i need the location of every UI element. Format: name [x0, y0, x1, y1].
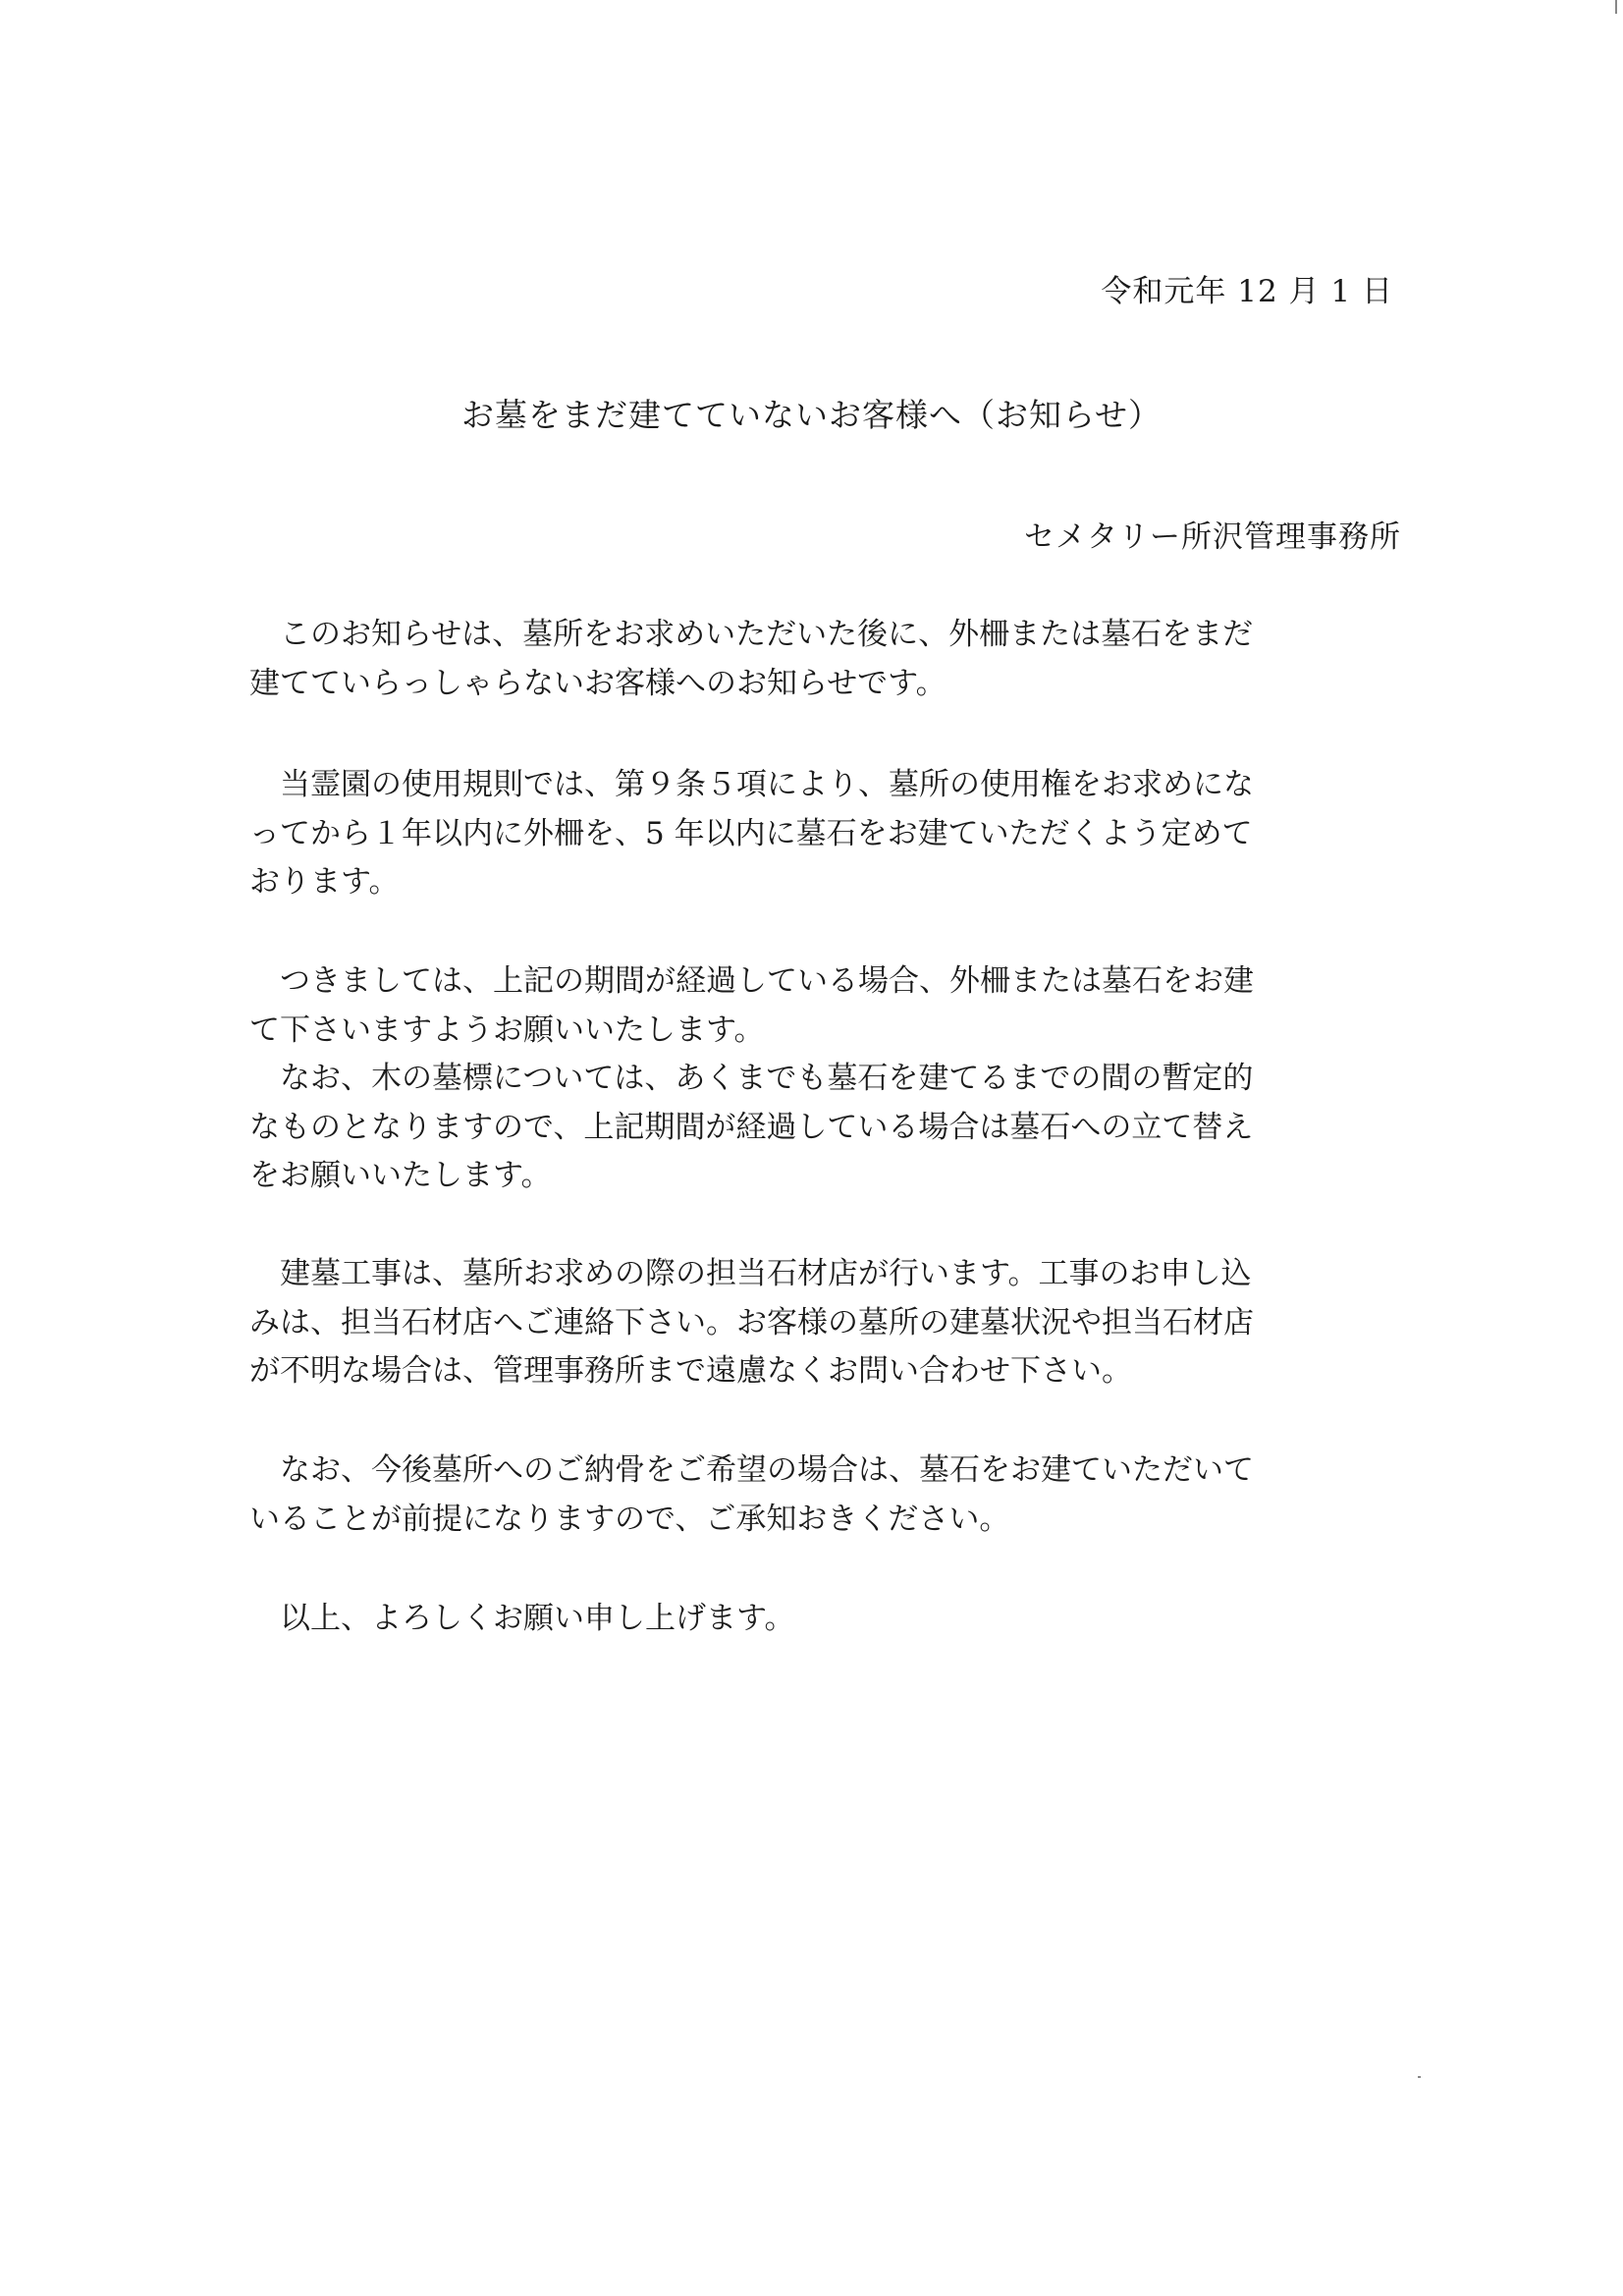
paragraph-line: 建墓工事は、墓所お求めの際の担当石材店が行います。工事のお申し込	[249, 1256, 1252, 1291]
paragraph-line: ってから１年以内に外柵を、5 年以内に墓石をお建ていただくよう定めて	[249, 815, 1253, 851]
document-title: お墓をまだ建てていないお客様へ（お知らせ）	[460, 396, 1162, 434]
paragraph-6	[249, 1595, 1408, 1644]
document-date: 令和元年 12 月 1 日	[1101, 274, 1393, 309]
scan-speck	[1418, 2076, 1421, 2078]
paragraph-line: 以上、よろしくお願い申し上げます。	[249, 1601, 795, 1636]
paragraph-1	[249, 611, 1408, 708]
paragraph-2	[249, 761, 1408, 907]
paragraph-line: いることが前提になりますので、ご承知おきください。	[249, 1501, 1010, 1537]
paragraph-line: つきましては、上記の期間が経過している場合、外柵または墓石をお建	[249, 963, 1254, 999]
paragraph-line: をお願いいたします。	[249, 1158, 552, 1193]
paragraph-line: なお、木の墓標については、あくまでも墓石を建てるまでの間の暫定的	[249, 1061, 1254, 1096]
paragraph-4	[249, 1250, 1408, 1396]
paragraph-line: て下さいますようお願いいたします。	[249, 1011, 765, 1048]
paragraph-5	[249, 1447, 1408, 1544]
paragraph-line: みは、担当石材店へご連絡下さい。お客様の墓所の建墓状況や担当石材店	[249, 1304, 1254, 1340]
scan-edge-mark	[1615, 0, 1617, 14]
document-sender: セメタリー所沢管理事務所	[1024, 519, 1401, 555]
paragraph-line: おります。	[249, 864, 400, 900]
paragraph-line: 当霊園の使用規則では、第９条５項により、墓所の使用権をお求めにな	[249, 767, 1254, 802]
paragraph-line: なお、今後墓所へのご納骨をご希望の場合は、墓石をお建ていただいて	[249, 1452, 1254, 1488]
paragraph-line: このお知らせは、墓所をお求めいただいた後に、外柵または墓石をまだ	[249, 617, 1254, 652]
paragraph-line: なものとなりますので、上記期間が経過している場合は墓石への立て替え	[249, 1109, 1254, 1145]
paragraph-3	[249, 957, 1408, 1201]
paragraph-line: が不明な場合は、管理事務所まで遠慮なくお問い合わせ下さい。	[249, 1353, 1132, 1389]
paragraph-line: 建てていらっしゃらないお客様へのお知らせです。	[249, 665, 947, 701]
